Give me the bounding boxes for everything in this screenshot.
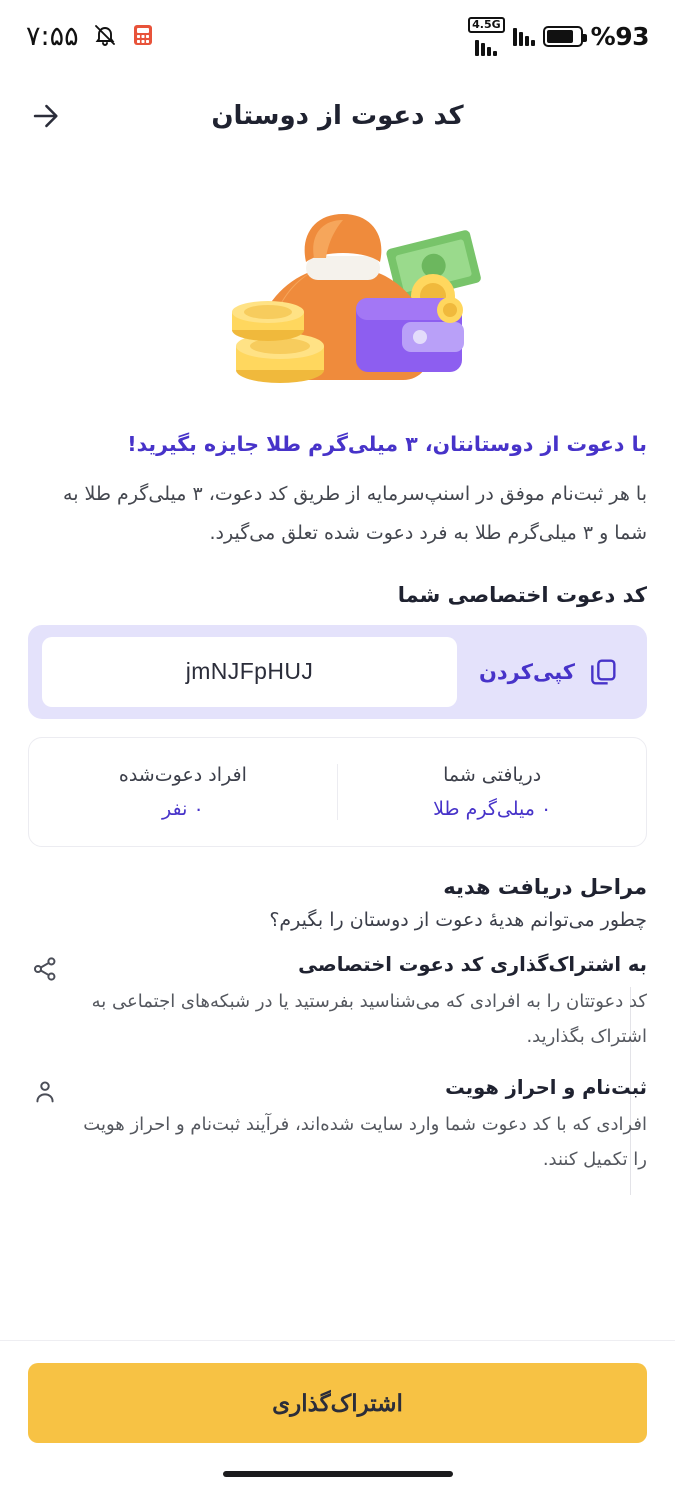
headline-text: با دعوت از دوستانتان، ۳ میلی‌گرم طلا جایزه بگیرید! <box>127 432 647 456</box>
description-text: با هر ثبت‌نام موفق در اسنپ‌سرمایه از طریق کد دعوت، ۳ میلی‌گرم طلا به شما و ۳ میلی‌گرم طلا به فرد دعوت شده تعلق می‌گیرد. <box>63 482 647 544</box>
hero-illustration <box>0 160 675 410</box>
steps-list <box>28 953 647 1177</box>
status-bar-right <box>26 21 155 52</box>
stat-invited-value: ۰ نفر <box>162 797 204 820</box>
step-item-signup <box>28 1076 647 1177</box>
stats-divider <box>337 764 339 820</box>
steps-title: مراحل دریافت هدیه <box>443 874 647 899</box>
invite-code-value[interactable]: jmNJFpHUJ <box>42 637 457 707</box>
stat-received-label: دریافتی شما <box>443 763 542 786</box>
mute-bell-icon <box>91 23 117 49</box>
battery-icon <box>543 26 583 47</box>
stat-received <box>338 764 646 820</box>
share-icon <box>28 953 62 1054</box>
battery-percent-label: %93 <box>590 21 649 51</box>
status-bar-left <box>468 17 649 56</box>
calculator-icon <box>129 23 155 49</box>
step-share-text: کد دعوتتان را به افرادی که می‌شناسید بفرستید یا در شبکه‌های اجتماعی به اشتراک بگذارید. <box>91 990 647 1047</box>
copy-icon <box>587 656 619 688</box>
back-arrow-icon[interactable] <box>28 99 62 133</box>
page-title: کد دعوت از دوستان <box>211 101 464 131</box>
stat-received-value: ۰ میلی‌گرم طلا <box>433 797 552 820</box>
status-bar <box>0 0 675 72</box>
step-signup-text: افرادی که با کد دعوت شما وارد سایت شده‌اند، فرآیند ثبت‌نام و احراز هویت را تکمیل کنند. <box>83 1113 647 1170</box>
stat-invited-label: افراد دعوت‌شده <box>118 763 247 786</box>
footer-bar <box>0 1340 675 1500</box>
page-header <box>0 72 675 160</box>
invite-code-box <box>28 625 647 719</box>
person-icon <box>28 1076 62 1177</box>
stat-invited <box>29 764 337 820</box>
step-item-share <box>28 953 647 1054</box>
invite-code-section-title: کد دعوت اختصاصی شما <box>397 582 647 607</box>
step-share-body <box>80 953 647 1054</box>
share-button[interactable]: اشتراک‌گذاری <box>28 1363 647 1443</box>
stats-card <box>28 737 647 847</box>
copy-code-button[interactable] <box>471 656 633 688</box>
steps-subtitle: چطور می‌توانم هدیهٔ دعوت از دوستان را بگیرم؟ <box>269 908 647 931</box>
step-signup-title: ثبت‌نام و احراز هویت <box>445 1075 647 1099</box>
copy-code-label: کپی‌کردن <box>478 659 575 684</box>
step-signup-body <box>80 1076 647 1177</box>
main-content <box>0 428 675 1177</box>
signal-bars-icon <box>513 26 535 46</box>
network-type-icon: 4.5G <box>468 17 505 56</box>
step-share-title: به اشتراک‌گذاری کد دعوت اختصاصی <box>298 952 647 976</box>
money-bag-wallet-coins-illustration <box>188 170 488 400</box>
home-indicator <box>223 1471 453 1477</box>
clock-label: ۷:۵۵ <box>26 20 79 52</box>
